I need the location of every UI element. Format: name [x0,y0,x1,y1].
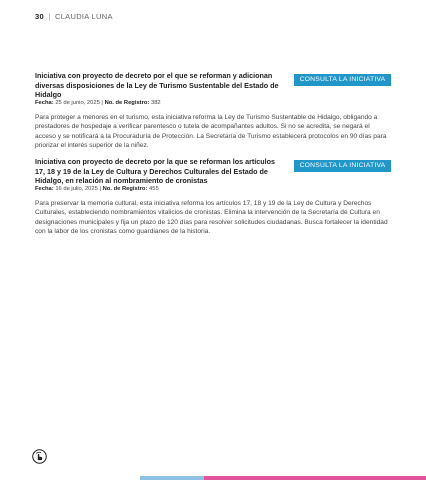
initiative-meta [35,99,161,107]
initiative-summary: Para proteger a menores en el turismo, esta iniciativa reforma la Ley de Turismo Sustentable de Hidalgo, obligando a prestadores de hospedaje a verificar parentesco o tutela de acompañantes adultos. Si no se acredita, se negará el acceso y se notificará a la Procuraduría de Protección. La Secretaría de Turismo establecerá protocolos en 90 días para priorizar el interés superior de la niñez. [35,114,387,149]
hand-pointer-logo-icon [32,449,47,464]
registry-label: No. de Registro: [102,186,148,192]
meta-separator: | [101,100,103,106]
initiative-title: Iniciativa con proyecto de decreto por el que se reforman y adicionan diversas disposiciones de la Ley de Turismo Sustentable del Estado de Hidalgo [35,71,279,100]
initiative-entry-1 [35,71,391,149]
footer-accent-blue [140,476,204,480]
author-name: CLAUDIA LUNA [54,12,113,21]
initiative-summary: Para preservar la memoria cultural, esta iniciativa reforma los artículos 17, 18 y 19 de la Ley de Cultura y Derechos Culturales, estableciendo nombramientos vitalicios de cronistas. Elimina la intervención de la Secretaría de Cultura en designaciones municipales y fija un plazo de 120 días para resolver solicitudes ciudadanas. Busca fortalecer la identidad con la labor de los cronistas como guardianes de la historia. [35,200,388,235]
page-header [35,12,113,21]
meta-separator: | [99,186,101,192]
initiative-meta [35,185,159,193]
date-label: Fecha: [35,186,54,192]
page-number: 30 [35,12,44,21]
date-label: Fecha: [35,100,54,106]
registry-value: 382 [150,100,161,106]
date-value: 16 de julio, 2025 [55,186,98,192]
registry-label: No. de Registro: [104,100,150,106]
initiative-entry-2 [35,157,391,235]
initiative-title: Iniciativa con proyecto de decreto por la que se reforman los artículos 17, 18 y 19 de la Ley de Cultura y Derechos Culturales del Estado de Hidalgo, en relación al nombramiento de cronistas [35,157,276,186]
consulta-iniciativa-button[interactable]: CONSULTA LA INICIATIVA [294,160,391,172]
date-value: 25 de junio, 2025 [55,100,100,106]
header-separator: | [48,12,51,21]
consulta-iniciativa-button[interactable]: CONSULTA LA INICIATIVA [294,74,391,86]
footer-accent-pink [204,476,426,480]
registry-value: 455 [149,186,159,192]
